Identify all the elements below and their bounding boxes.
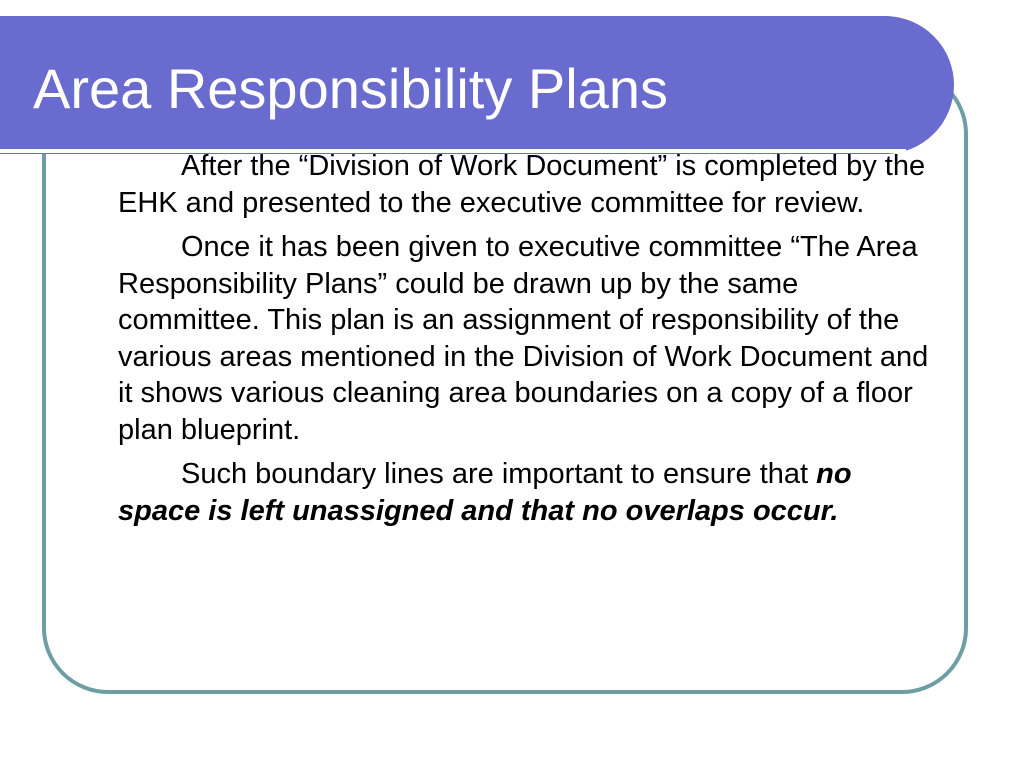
paragraph-division-of-work: After the “Division of Work Document” is completed by the EHK and presented to the executive committee for review. <box>118 150 926 219</box>
boundary-lines-text: Such boundary lines are important to ensure that <box>181 458 817 490</box>
emphasis-text: no space is left unassigned and that no overlaps occur. <box>118 458 852 527</box>
slide-title: Area Responsibility Plans <box>33 57 668 120</box>
slide-body <box>118 148 940 537</box>
title-bar <box>0 16 954 154</box>
paragraph-area-plans: Once it has been given to executive committee “The Area Responsibility Plans” could be drawn up by the same committee. This plan is an assignment of responsibility of the various areas mentioned in the Division of Work Document and it shows various cleaning area boundaries on a copy of a floor plan blueprint. <box>118 231 929 446</box>
paragraph-boundary-lines <box>118 456 940 529</box>
